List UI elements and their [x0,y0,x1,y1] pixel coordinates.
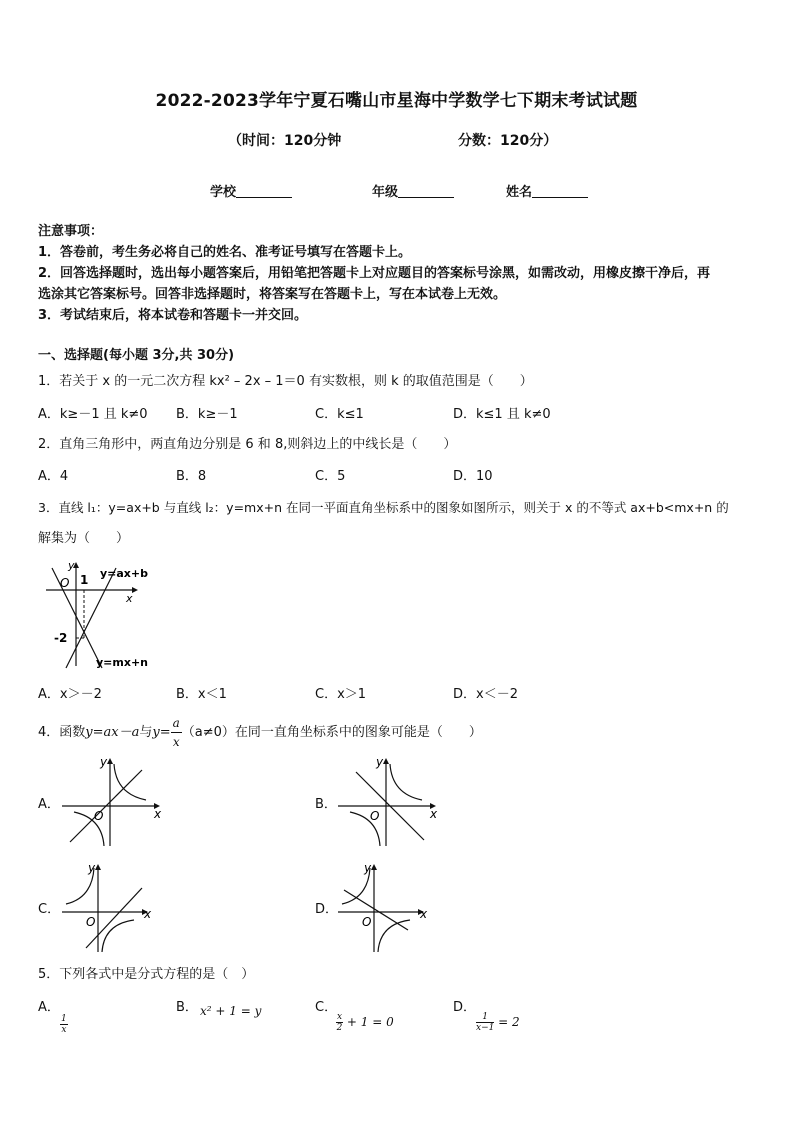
q4-graph-c [58,860,168,954]
q3-label-mx-n: y=mx+n [96,656,148,669]
q4a-origin: O [94,809,104,823]
q4-option-d: D． [315,902,339,917]
q1-stem: 1．若关于 x 的一元二次方程 kx² – 2x – 1＝0 有实数根，则 k 的取值范围是（ ） [38,374,533,389]
notice-item-3: 3．考试结束后，将本试卷和答题卡一并交回。 [38,308,308,323]
q1-option-b: B．k≥－1 [176,407,238,422]
q1-option-c: C．k≤1 [315,407,364,422]
q2-option-c: C．5 [315,469,346,484]
notice-item-2a: 2．回答选择题时，选出每小题答案后，用铅笔把答题卡上对应题目的答案标号涂黑，如需改动，用橡皮擦干净后，再 [38,266,711,281]
q5-stem: 5．下列各式中是分式方程的是（ ） [38,967,255,982]
q3-origin-label: O [60,576,70,590]
q3-tick-x: 1 [80,573,89,587]
q4b-y-arrow-icon [383,758,389,764]
q5-option-d: D． [453,1000,477,1015]
name-blank [532,183,588,198]
q4c-y-label: y [88,861,96,875]
q4-condition: （a≠0） [181,725,235,740]
q4-graph-a [58,754,168,848]
grade-label: 年级 [372,185,399,200]
q3-axis-x-label: x [126,592,133,605]
q1-option-d: D．k≤1 且 k≠0 [453,407,551,422]
notice-item-2b: 选涂其它答案标号。回答非选择题时，将答案写在答题卡上，写在本试卷上无效。 [38,287,507,302]
q5-c-den: 2 [336,1023,343,1033]
exam-time: （时间：120分钟 [228,133,342,149]
q4-graph-b [334,754,444,848]
q5-d-frac [476,1012,494,1033]
q4-graph-d [334,860,444,954]
q2-option-a: A．4 [38,469,69,484]
q4-stem-suffix: 在同一直角坐标系中的图象可能是（ ） [234,725,482,740]
q3-line-ax-b [66,568,116,668]
q3-label-ax-b: y=ax+b [100,567,148,580]
grade-field [372,181,454,200]
q4b-hyperbola-q1 [390,764,422,800]
q5-a-num: 1 [61,1014,67,1024]
q5-c-expr [336,1012,394,1033]
q4c-origin: O [86,915,96,929]
q5-d-rest: = 2 [498,1015,520,1029]
q4-frac-num: a [171,714,182,733]
q4a-x-label: x [154,807,162,821]
q3-option-b: B．x＜1 [176,687,227,702]
q4b-origin: O [370,809,380,823]
q4-option-a: A． [38,797,60,812]
q2-option-b: B．8 [176,469,207,484]
q4-option-c: C． [38,902,61,917]
q4-fraction [171,714,182,751]
school-blank [236,183,292,198]
q4c-hyperbola-q4 [102,920,134,952]
q5-c-frac [336,1012,343,1033]
page-title: 2022-2023学年宁夏石嘴山市星海中学数学七下期末考试试题 [155,91,638,111]
q5-d-num: 1 [476,1012,494,1023]
q4d-x-label: x [420,907,428,921]
q4-stem [38,714,482,751]
school-field [210,181,292,200]
q4b-x-label: x [430,807,438,821]
q4d-hyperbola-q4 [378,920,410,952]
q3-axis-y-label: y [68,560,75,572]
q5-a-den: x [61,1025,67,1035]
q3-x-arrow-icon [132,587,138,593]
q5-a-frac [60,1014,68,1035]
q5-d-expr [476,1012,520,1033]
q1-option-a: A．k≥－1 且 k≠0 [38,407,148,422]
section-heading: 一、选择题(每小题 3分,共 30分) [38,348,235,363]
q3-stem-line2: 解集为（ ） [38,531,130,546]
notice-item-1: 1．答卷前，考生务必将自己的姓名、准考证号填写在答题卡上。 [38,245,412,260]
q2-option-d: D．10 [453,469,493,484]
q5-option-b: B． [176,1000,198,1015]
q5-option-a: A． [38,1000,60,1015]
q4b-y-label: y [376,755,384,769]
q3-stem-line1: 3．直线 l₁：y=ax+b 与直线 l₂：y=mx+n 在同一平面直角坐标系中的图象如图所示，则关于 x 的不等式 ax+b<mx+n 的 [38,500,729,515]
q4-connector: 与 [139,725,153,740]
q5-b-expr: x² + 1 = y [200,1004,262,1018]
q5-c-rest: + 1 = 0 [346,1015,394,1029]
q2-stem: 2．直角三角形中，两直角边分别是 6 和 8,则斜边上的中线长是（ ） [38,437,457,452]
name-field [506,181,588,200]
q4-func2-lhs: y= [152,725,171,740]
q5-c-num: x [337,1012,343,1022]
q3-option-a: A．x＞－2 [38,687,102,702]
q4d-origin: O [362,915,372,929]
q4-stem-prefix: 4．函数 [38,725,86,740]
q4-option-b: B． [315,797,337,812]
q3-graph [40,560,160,672]
school-label: 学校 [210,185,237,200]
notice-heading: 注意事项： [38,224,104,239]
q3-option-d: D．x＜－2 [453,687,518,702]
q4a-y-arrow-icon [107,758,113,764]
q4-frac-den: x [172,735,180,749]
q4-func1: y=ax－a [85,725,140,740]
q3-option-c: C．x＞1 [315,687,367,702]
grade-blank [398,183,454,198]
q5-a-expr [60,1014,68,1035]
name-label: 姓名 [506,185,533,200]
q4c-y-arrow-icon [95,864,101,870]
q4a-y-label: y [100,755,108,769]
q5-d-den: x−1 [476,1023,495,1033]
q5-option-c: C． [315,1000,338,1015]
exam-score: 分数：120分） [458,133,558,149]
q4d-y-arrow-icon [371,864,377,870]
q4c-x-label: x [144,907,152,921]
q4d-y-label: y [364,861,372,875]
q4d-line [344,890,408,930]
q3-tick-y: -2 [54,631,68,645]
